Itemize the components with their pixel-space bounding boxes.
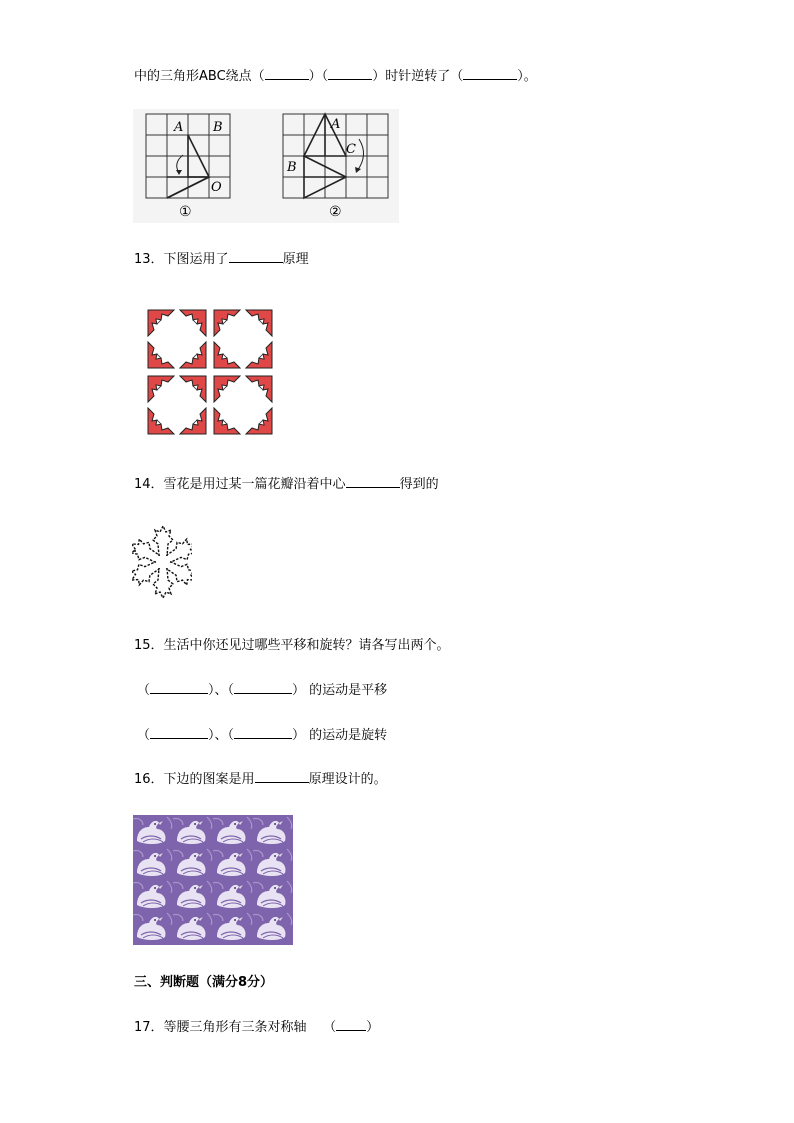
fig2-caption: ② — [329, 204, 342, 220]
q12-grid-diagrams — [133, 109, 399, 223]
q14-number: 14． — [134, 477, 164, 492]
q15-number: 15． — [134, 638, 164, 653]
q17-number: 17． — [134, 1020, 164, 1035]
q16-text-a: 下边的图案是用 — [163, 772, 255, 787]
q16-number: 16． — [134, 772, 164, 787]
fig2-label-c: C — [346, 142, 356, 157]
q15-prompt-line — [134, 638, 450, 654]
q15-translation-blank-2[interactable] — [234, 682, 292, 694]
bird-pattern-fill — [133, 815, 293, 945]
q15-row-rotation: （ ）、（ ） 的运动是旋转 — [137, 728, 388, 743]
grid-2-rotation-arrow — [357, 139, 364, 171]
q12-text-d: ）。 — [517, 69, 537, 84]
snowflake-dot — [134, 550, 136, 552]
tile-row-1 — [148, 310, 272, 336]
q13-number: 13． — [134, 252, 164, 267]
snowflake-petals — [132, 526, 192, 598]
q13-text-b: 原理 — [282, 252, 309, 267]
q13-blank[interactable] — [229, 251, 283, 263]
fig1-caption: ① — [179, 204, 192, 220]
tile-row-2 — [148, 342, 272, 368]
q12-rotation-figure — [133, 109, 399, 223]
q12-text-a: 中的三角形ABC绕点（ — [134, 69, 265, 84]
q12-blank-3[interactable] — [463, 68, 517, 80]
q15-translation-blank-1[interactable] — [150, 682, 208, 694]
q12-text-b: ）（ — [308, 69, 329, 84]
q12-question-line — [134, 68, 537, 85]
tessellation-svg — [133, 815, 293, 945]
q17-paren-close: ） — [366, 1020, 380, 1035]
q14-question-line — [134, 476, 439, 493]
fig2-label-b: B — [287, 160, 297, 175]
q14-text-b: 得到的 — [399, 477, 439, 492]
q17-text: 等腰三角形有三条对称轴 — [163, 1020, 307, 1035]
q15-rotation-blank-2[interactable] — [234, 727, 292, 739]
fig1-label-a: A — [174, 120, 184, 135]
q17-question-line — [134, 1019, 379, 1036]
tile-row-3 — [148, 376, 272, 402]
q16-tessellation-image — [133, 815, 293, 945]
q13-tile-pattern — [146, 308, 274, 436]
q16-blank[interactable] — [255, 771, 309, 783]
snowflake-svg — [132, 514, 192, 610]
grid-2-arrowhead — [355, 167, 361, 173]
q15-rotation-blank-1[interactable] — [150, 727, 208, 739]
q14-blank[interactable] — [346, 476, 400, 488]
section-3-title: 三、判断题（满分8分） — [134, 975, 274, 990]
q17-answer-blank[interactable] — [336, 1019, 366, 1031]
q13-text-a: 下图运用了 — [163, 252, 229, 267]
q12-blank-2[interactable] — [328, 68, 372, 80]
q15-prompt: 生活中你还见过哪些平移和旋转？请各写出两个。 — [163, 638, 450, 653]
fig1-label-b: B — [213, 120, 223, 135]
q17-paren-open: （ — [323, 1020, 337, 1035]
fig2-label-a: A — [331, 117, 341, 132]
q13-question-line — [134, 251, 309, 268]
q13-tiles-svg — [146, 308, 274, 436]
q16-text-b: 原理设计的。 — [308, 772, 387, 787]
q15-row-translation: （ ）、（ ） 的运动是平移 — [137, 683, 388, 698]
q16-question-line — [134, 771, 387, 788]
q14-text-a: 雪花是用过某一篇花瓣沿着中心 — [163, 477, 346, 492]
tile-row-4 — [148, 408, 272, 434]
q15-row2-end: 的运动是旋转 — [309, 728, 388, 743]
q12-text-c: ）时针逆转了（ — [372, 69, 464, 84]
q15-row1-end: 的运动是平移 — [309, 683, 388, 698]
grid-1-arrowhead — [176, 170, 182, 175]
q14-snowflake — [132, 514, 192, 610]
q12-blank-1[interactable] — [265, 68, 309, 80]
fig1-label-o: O — [211, 180, 222, 195]
